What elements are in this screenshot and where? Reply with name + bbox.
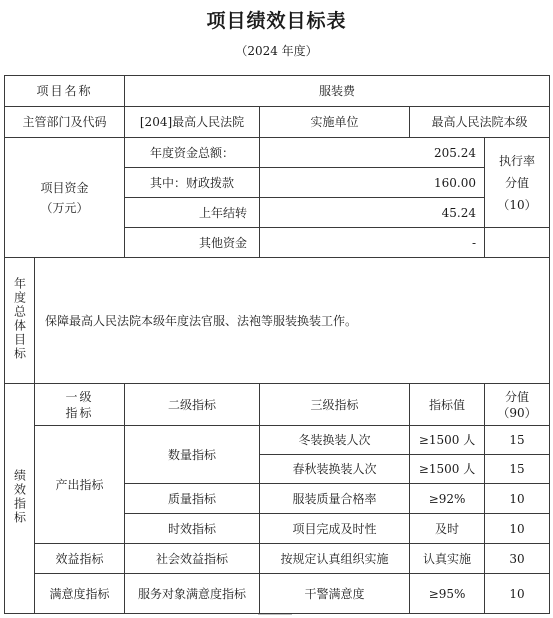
document-title: 项目绩效目标表 [206, 10, 347, 32]
indicator-header-row [5, 384, 550, 426]
indicator-value: 认真实施 [410, 544, 485, 574]
implementing-unit-value: 最高人民法院本级 [410, 107, 550, 138]
header-level1-text: 一级指标 [65, 389, 94, 420]
indicator-name: 服装质量合格率 [260, 484, 410, 514]
indicator-name: 按规定认真组织实施 [260, 544, 410, 574]
indicator-name: 冬装换装人次 [260, 426, 410, 455]
funds-fiscal-value: 160.00 [260, 168, 485, 198]
page-bottom-rule [258, 614, 292, 618]
funds-total-row [5, 138, 550, 168]
quality-indicator-label: 质量指标 [125, 484, 260, 514]
indicator-value: ≥1500 人 [410, 426, 485, 455]
funds-other-label: 其他资金 [125, 228, 260, 258]
quantity-indicator-label: 数量指标 [125, 426, 260, 484]
indicator-score: 30 [485, 544, 550, 574]
performance-table [4, 75, 550, 614]
document-year: （2024 年度） [235, 44, 318, 58]
annual-goal-label-cell [5, 258, 35, 384]
implementing-unit-label: 实施单位 [260, 107, 410, 138]
indicators-label: 绩效指标 [12, 468, 27, 525]
satisfaction-indicator-label: 满意度指标 [35, 574, 125, 614]
annual-goal-row [5, 258, 550, 384]
header-level2: 二级指标 [125, 384, 260, 426]
indicator-value: ≥92% [410, 484, 485, 514]
social-benefit-indicator-label: 社会效益指标 [125, 544, 260, 574]
indicator-row [5, 574, 550, 614]
execution-rate-label: 执行率 [499, 153, 536, 168]
indicators-label-cell [5, 384, 35, 614]
project-funds-label-main: 项目资金 [40, 180, 89, 195]
funds-total-value: 205.24 [260, 138, 485, 168]
funds-blank-cell [485, 228, 550, 258]
funds-other-value: - [260, 228, 485, 258]
indicator-row [5, 544, 550, 574]
funds-total-label: 年度资金总额： [125, 138, 260, 168]
execution-score-label: 分值 [505, 175, 530, 190]
header-score-total: （90） [497, 405, 537, 420]
execution-score-value: （10） [497, 197, 537, 212]
indicator-name: 干警满意度 [260, 574, 410, 614]
indicator-name: 项目完成及时性 [260, 514, 410, 544]
department-row [5, 107, 550, 138]
indicator-value: ≥95% [410, 574, 485, 614]
project-name-value: 服装费 [125, 76, 550, 107]
indicator-value: ≥1500 人 [410, 455, 485, 484]
header-value: 指标值 [410, 384, 485, 426]
benefit-indicator-label: 效益指标 [35, 544, 125, 574]
annual-goal-text: 保障最高人民法院本级年度法官服、法袍等服装换装工作。 [35, 258, 550, 384]
timeliness-indicator-label: 时效指标 [125, 514, 260, 544]
indicator-score: 10 [485, 574, 550, 614]
project-name-label: 项目名称 [5, 76, 125, 107]
header-score-label: 分值 [505, 389, 530, 404]
indicator-score: 15 [485, 426, 550, 455]
output-indicator-label: 产出指标 [35, 426, 125, 544]
indicator-score: 15 [485, 455, 550, 484]
header-level1 [35, 384, 125, 426]
department-label: 主管部门及代码 [5, 107, 125, 138]
funds-fiscal-label: 其中：财政拨款 [125, 168, 260, 198]
execution-rate-score [485, 138, 550, 228]
service-satisfaction-indicator-label: 服务对象满意度指标 [125, 574, 260, 614]
indicator-value: 及时 [410, 514, 485, 544]
project-funds-label [5, 138, 125, 258]
project-funds-label-unit: （万元） [40, 200, 89, 215]
annual-goal-label: 年度总体目标 [12, 276, 27, 361]
indicator-score: 10 [485, 514, 550, 544]
department-value: [204]最高人民法院 [125, 107, 260, 138]
funds-carryover-label: 上年结转 [125, 198, 260, 228]
header-level3: 三级指标 [260, 384, 410, 426]
indicator-score: 10 [485, 484, 550, 514]
header-score [485, 384, 550, 426]
indicator-name: 春秋装换装人次 [260, 455, 410, 484]
indicator-row [5, 426, 550, 455]
funds-carryover-value: 45.24 [260, 198, 485, 228]
project-name-row [5, 76, 550, 107]
